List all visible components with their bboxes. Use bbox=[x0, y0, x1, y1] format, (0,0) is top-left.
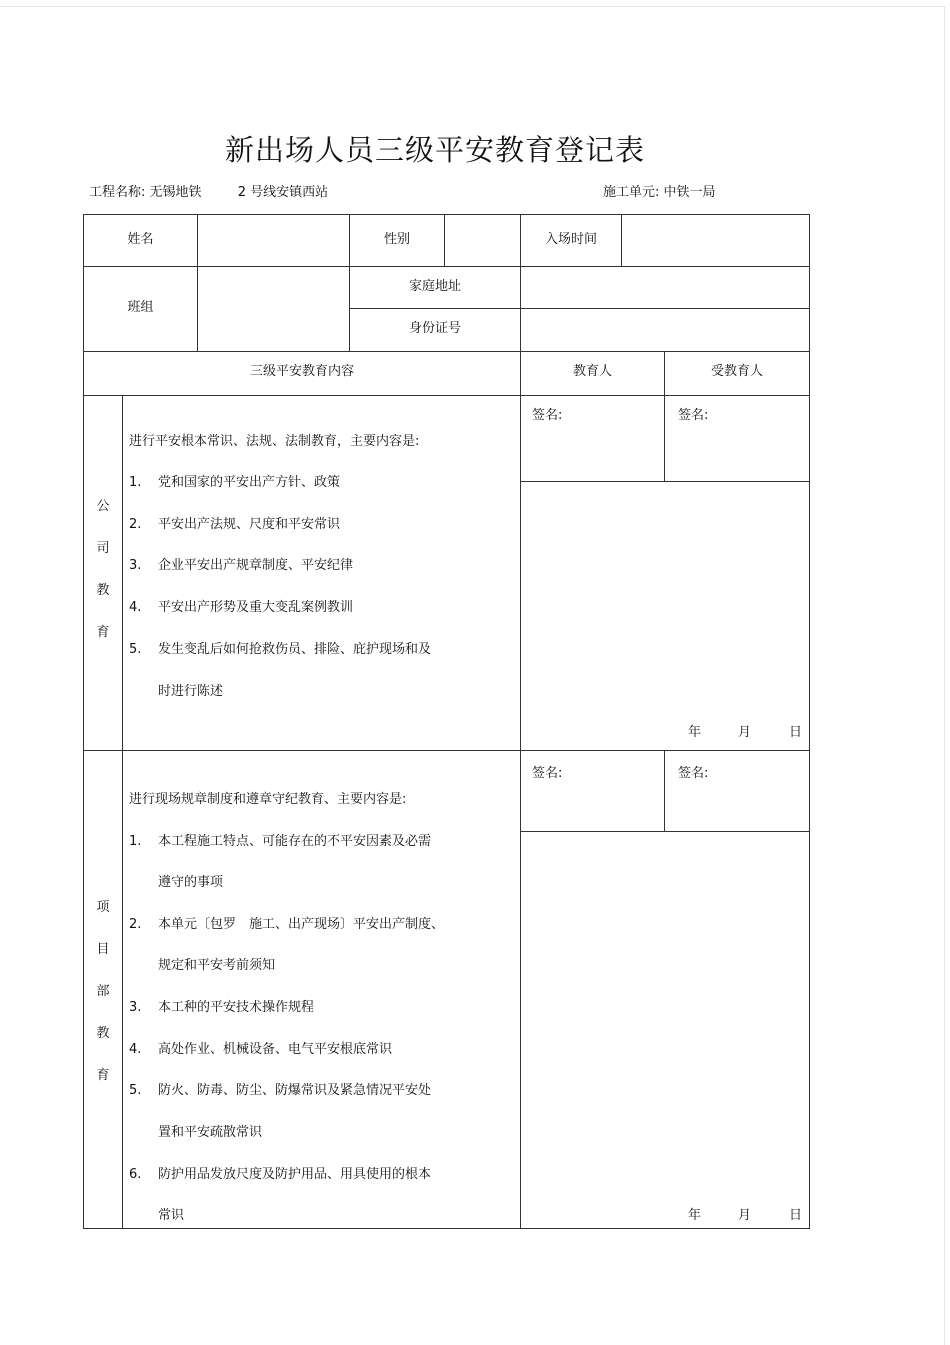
list-item: 遵守的事项 bbox=[158, 875, 224, 890]
educatee-signature-label: 签名: bbox=[678, 408, 709, 423]
name-label: 姓名 bbox=[127, 231, 154, 247]
list-item: 4. 平安出产形势及重大变乱案例教训 bbox=[129, 600, 354, 615]
section-label-char: 部 bbox=[96, 984, 110, 999]
team-label: 班组 bbox=[127, 299, 154, 315]
gender-label: 性别 bbox=[383, 231, 410, 247]
entry-time-field[interactable] bbox=[622, 215, 809, 266]
project-line: 2 号线安镇西站 bbox=[237, 185, 329, 200]
id-label: 身份证号 bbox=[408, 320, 461, 336]
section-label-project bbox=[84, 887, 122, 1097]
name-field[interactable] bbox=[198, 215, 349, 266]
id-field[interactable] bbox=[521, 309, 809, 351]
gender-field[interactable] bbox=[445, 215, 520, 266]
list-item: 1. 党和国家的平安出产方针、政策 bbox=[129, 475, 341, 490]
section-label-char: 教 bbox=[96, 583, 110, 598]
section-label-char: 公 bbox=[96, 499, 110, 514]
section-label-char: 教 bbox=[96, 1026, 110, 1041]
remarks-area[interactable] bbox=[521, 832, 809, 1196]
list-item: 3. 企业平安出产规章制度、平安纪律 bbox=[129, 558, 354, 573]
date-year: 年 bbox=[688, 1208, 702, 1223]
list-item: 时进行陈述 bbox=[158, 684, 224, 699]
educator-signature-label: 签名: bbox=[532, 766, 563, 781]
unit-value: 中铁一局 bbox=[663, 185, 716, 200]
date-month: 月 bbox=[738, 1208, 752, 1223]
list-item: 常识 bbox=[158, 1208, 185, 1223]
section-label-char: 育 bbox=[96, 1068, 110, 1083]
section-label-company bbox=[84, 486, 122, 654]
list-item: 6. 防护用品发放尺度及防护用品、用具使用的根本 bbox=[129, 1167, 432, 1182]
educatee-signature-field[interactable] bbox=[665, 782, 809, 830]
date-day: 日 bbox=[789, 725, 803, 740]
date-month: 月 bbox=[738, 725, 752, 740]
project-name: 无锡地铁 bbox=[149, 185, 202, 200]
educator-signature-field[interactable] bbox=[521, 782, 664, 830]
grid-line bbox=[122, 395, 123, 1229]
list-item: 4. 高处作业、机械设备、电气平安根底常识 bbox=[129, 1042, 393, 1057]
list-item: 5. 防火、防毒、防尘、防爆常识及紧急情况平安处 bbox=[129, 1083, 432, 1098]
section-label-char: 司 bbox=[96, 541, 110, 556]
list-item: 1. 本工程施工特点、可能存在的不平安因素及必需 bbox=[129, 834, 432, 849]
list-item: 5. 发生变乱后如何抢救伤员、排险、庇护现场和及 bbox=[129, 642, 432, 657]
section-intro: 进行现场规章制度和遵章守纪教育、主要内容是: bbox=[129, 792, 407, 807]
list-item: 置和平安疏散常识 bbox=[158, 1125, 263, 1140]
list-item: 2. 平安出产法规、尺度和平安常识 bbox=[129, 517, 341, 532]
project-info bbox=[89, 181, 328, 200]
project-label: 工程名称: bbox=[89, 185, 146, 200]
address-label: 家庭地址 bbox=[408, 278, 461, 294]
educator-signature-field[interactable] bbox=[521, 424, 664, 480]
list-item: 3. 本工种的平安技术操作规程 bbox=[129, 1000, 315, 1015]
section-label-char: 项 bbox=[96, 900, 110, 915]
educator-signature-label: 签名: bbox=[532, 408, 563, 423]
unit-info bbox=[603, 181, 716, 200]
address-field[interactable] bbox=[521, 267, 809, 308]
grid-line bbox=[809, 214, 810, 1229]
list-item: 2. 本单元〔包罗 施工、出产现场〕平安出产制度、 bbox=[129, 917, 445, 932]
educatee-header: 受教育人 bbox=[710, 363, 763, 379]
section-label-char: 育 bbox=[96, 625, 110, 640]
entry-time-label: 入场时间 bbox=[544, 231, 597, 247]
content-header: 三级平安教育内容 bbox=[249, 363, 354, 379]
educatee-signature-label: 签名: bbox=[678, 766, 709, 781]
list-item: 规定和平安考前须知 bbox=[158, 958, 276, 973]
educatee-signature-field[interactable] bbox=[665, 424, 809, 480]
educator-header: 教育人 bbox=[572, 363, 612, 379]
page-title: 新出场人员三级平安教育登记表 bbox=[224, 133, 645, 167]
section-intro: 进行平安根本常识、法规、法制教育，主要内容是: bbox=[129, 434, 420, 449]
grid-line bbox=[83, 395, 810, 396]
remarks-area[interactable] bbox=[521, 482, 809, 712]
unit-label: 施工单元: bbox=[603, 185, 660, 200]
team-field[interactable] bbox=[198, 267, 349, 351]
grid-line bbox=[83, 1228, 810, 1229]
date-year: 年 bbox=[688, 725, 702, 740]
date-day: 日 bbox=[789, 1208, 803, 1223]
grid-line bbox=[83, 750, 810, 751]
section-label-char: 目 bbox=[96, 942, 110, 957]
